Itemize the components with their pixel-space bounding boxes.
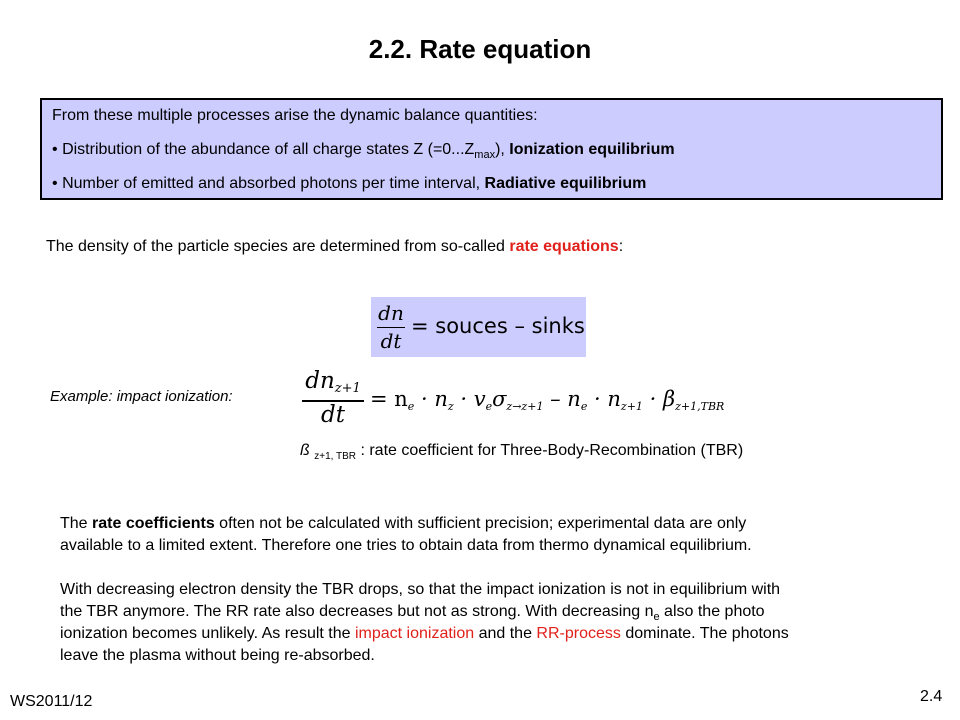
para2-line4: leave the plasma without being re-absorbed. bbox=[60, 647, 375, 664]
num-sub: z+1 bbox=[334, 381, 361, 396]
para2-line1: With decreasing electron density the TBR drops, so that the impact ionization is not in equilibrium with bbox=[60, 581, 781, 598]
bullet2-bold: Radiative equilibrium bbox=[484, 175, 647, 192]
num-dn: dn bbox=[305, 368, 335, 394]
page-title: 2.2. Rate equation bbox=[368, 34, 592, 64]
box-intro: From these multiple processes arise the dynamic balance quantities: bbox=[52, 107, 538, 124]
density-pre: The density of the particle species are determined from so-called bbox=[46, 238, 510, 255]
term-minus: – n bbox=[543, 387, 581, 411]
p2-l3-post: dominate. The photons bbox=[620, 625, 789, 642]
example-den: dt bbox=[321, 402, 345, 428]
term-dot4: · β bbox=[642, 387, 676, 411]
sub-sigma: z→z+1 bbox=[506, 400, 544, 413]
beta-text: : rate coefficient for Three-Body-Recombination (TBR) bbox=[356, 442, 744, 459]
p2-l3-pre: ionization becomes unlikely. As result the bbox=[60, 625, 355, 642]
formula1-den: dt bbox=[380, 329, 402, 353]
bullet2-text: Number of emitted and absorbed photons per time interval, bbox=[62, 175, 485, 192]
example-label: Example: impact ionization: bbox=[50, 388, 233, 405]
beta-sub: z+1, TBR bbox=[314, 451, 357, 462]
density-post: : bbox=[618, 238, 624, 255]
box-bullet-2 bbox=[52, 174, 646, 194]
p1-bold: rate coefficients bbox=[92, 515, 215, 532]
bullet-icon: • bbox=[52, 141, 58, 158]
rhs-eq: = n bbox=[370, 387, 408, 411]
bullet1-text: Distribution of the abundance of all charge states Z (=0...Z bbox=[62, 141, 475, 158]
term-dot1: · n bbox=[414, 387, 448, 411]
example-num bbox=[300, 368, 366, 394]
sub-z1: z+1 bbox=[620, 400, 643, 413]
p2-l3-mid: and the bbox=[474, 625, 537, 642]
impact-ionization-formula bbox=[300, 364, 800, 434]
density-sentence bbox=[46, 238, 623, 256]
formula1-fraction-bar bbox=[377, 327, 405, 328]
p2-rr-process: RR-process bbox=[536, 625, 621, 642]
bullet1-mid: ), bbox=[495, 141, 510, 158]
p2-impact-ionization: impact ionization bbox=[354, 625, 475, 642]
sub-z: z bbox=[447, 400, 454, 413]
beta-note bbox=[300, 442, 743, 460]
footer-semester: WS2011/12 bbox=[10, 693, 93, 710]
paragraph-electron-density bbox=[60, 579, 940, 667]
p2-l2-sub: e bbox=[653, 611, 660, 623]
bullet-icon: • bbox=[52, 175, 58, 192]
term-dot3: · n bbox=[587, 387, 621, 411]
sub-e2: e bbox=[485, 400, 493, 413]
p1-pre: The bbox=[60, 515, 93, 532]
p1-post: often not be calculated with sufficient precision; experimental data are only bbox=[214, 515, 747, 532]
density-rate-equations: rate equations bbox=[509, 238, 619, 255]
para1-line1 bbox=[60, 513, 940, 535]
example-rhs bbox=[370, 387, 724, 411]
p2-l2-post: also the photo bbox=[659, 603, 765, 620]
beta-symbol: ß bbox=[300, 442, 310, 459]
p2-l2: the TBR anymore. The RR rate also decreases but not as strong. With decreasing n bbox=[60, 603, 654, 620]
bullet1-bold: Ionization equilibrium bbox=[509, 141, 675, 158]
box-bullet-1 bbox=[52, 140, 675, 160]
page-number: 2.4 bbox=[920, 688, 943, 705]
bullet1-sub: max bbox=[474, 149, 496, 161]
para2-line3 bbox=[60, 623, 940, 645]
para2-line2 bbox=[60, 601, 940, 623]
summary-box bbox=[40, 98, 943, 200]
sub-beta: z+1,TBR bbox=[675, 400, 725, 413]
formula1-num: dn bbox=[378, 301, 404, 325]
sub-e1: e bbox=[407, 400, 415, 413]
formula1-rhs: = souces – sinks bbox=[411, 314, 585, 338]
term-sigma: σ bbox=[492, 387, 507, 411]
term-dot2: · v bbox=[453, 387, 486, 411]
para1-line2: available to a limited extent. Therefore one tries to obtain data from thermo dynamical equilibrium. bbox=[60, 537, 752, 554]
rate-formula bbox=[371, 297, 586, 357]
sub-e3: e bbox=[580, 400, 588, 413]
paragraph-rate-coefficients bbox=[60, 513, 940, 557]
